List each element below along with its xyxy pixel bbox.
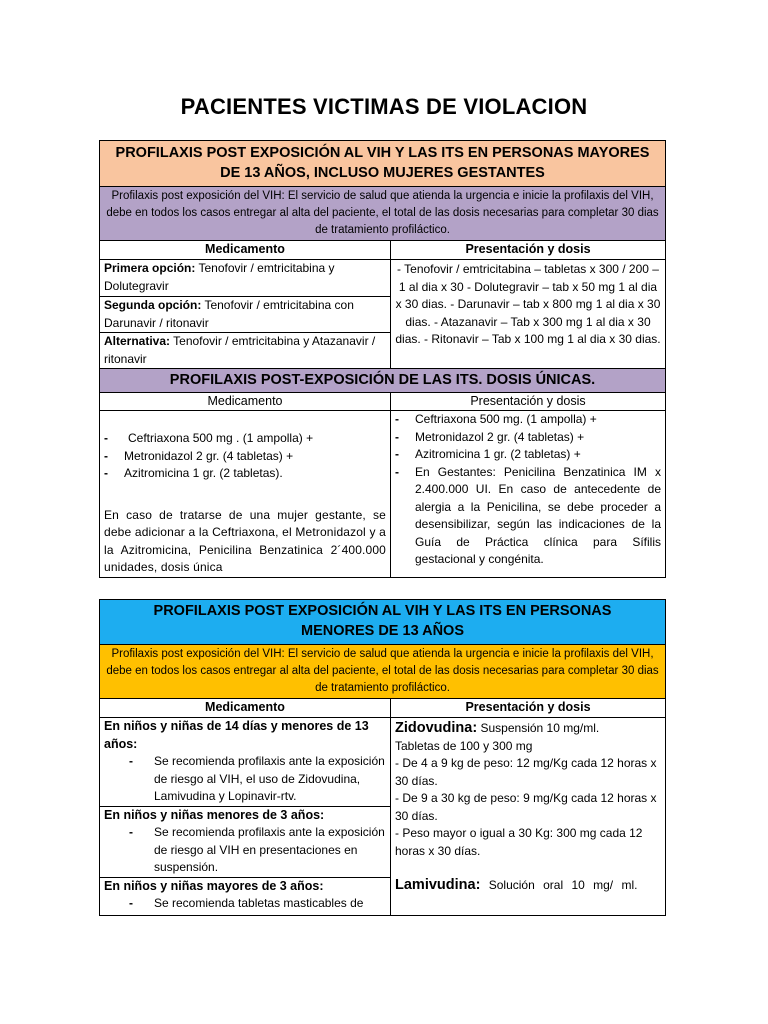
minors-dose-cell [391,718,666,916]
minors-prophylaxis-table [99,599,666,916]
option-row-2 [100,297,391,333]
list-item: - Metronidazol 2 gr. (4 tabletas) + [395,429,661,447]
zido-line: Tabletas de 100 y 300 mg [395,738,533,753]
its-col-medicamento: Medicamento [100,393,391,411]
zido-line: - De 9 a 30 kg de peso: 9 mg/Kg cada 12 horas x 30 días. [395,791,657,823]
list-item: - Ceftriaxona 500 mg. (1 ampolla) + [395,411,661,429]
bullet-mark: - [104,431,108,445]
option-label: Segunda opción: [104,298,202,312]
zido-line: - De 4 a 9 kg de peso: 12 mg/Kg cada 12 horas x 30 días. [395,756,657,788]
option-text: Tenofovir / emtricitabina y Dolutegravir [104,261,335,293]
adult-dose-cell: - Tenofovir / emtricitabina – tabletas x 300 / 200 – 1 al dia x 30 - Dolutegravir – tab x 50 mg 1 al dia x 30 dias. - Darunavir – tab x 800 mg 1 al dia x 30 dias. - Atazanavir – Tab x 300 mg 1 al dia x 30 dias. - Ritonavir – Tab x 100 mg 1 al dia x 30 dias. [391,260,666,369]
lamivudina-text: Solución oral 10 mg/ ml. [480,878,638,892]
bullet-mark: - [129,825,133,839]
zidovudina-text: Suspensión 10 mg/ml. [477,721,600,735]
group-title: En niños y niñas mayores de 3 años: [104,878,324,893]
zido-line: - Peso mayor o igual a 30 Kg: 300 mg cada 12 horas x 30 días. [395,826,643,858]
option-text: Tenofovir / emtricitabina y Atazanavir / ritonavir [104,334,376,366]
list-item: - Azitromicina 1 gr. (2 tabletas) + [395,446,661,464]
list-item: - Ceftriaxona 500 mg . (1 ampolla) + [104,430,386,448]
lamivudina-name: Lamivudina: [395,877,481,893]
adult-col-medicamento: Medicamento [100,241,391,260]
list-item: - Se recomienda profilaxis ante la exposición de riesgo al VIH, el uso de Zidovudina, Lamivudina y Lopinavir-rtv. [129,754,385,803]
minors-vih-note: Profilaxis post exposición del VIH: El servicio de salud que atienda la urgencia e inicie la profilaxis del VIH, debe en todos los casos entregar al alta del paciente, el total de las dosis necesarias para completar 30 dias de tratamiento profiláctico. [100,645,666,699]
bullet-mark: - [129,896,133,910]
adult-section-header: PROFILAXIS POST EXPOSICIÓN AL VIH Y LAS ITS EN PERSONAS MAYORES DE 13 AÑOS, INCLUSO MUJERES GESTANTES [100,141,666,187]
minors-col-medicamento: Medicamento [100,699,391,718]
minors-group-2 [100,806,391,877]
its-left-list [104,430,386,483]
minors-col-dosis: Presentación y dosis [391,699,666,718]
minors-group-1 [100,718,391,807]
group-title: En niños y niñas menores de 3 años: [104,807,325,822]
minors-group-3 [100,877,391,915]
list-item: - Se recomienda tabletas masticables de [129,895,386,913]
bullet-mark: - [395,447,399,461]
bullet-mark: - [395,464,399,479]
list-item: - Se recomienda profilaxis ante la exposición de riesgo al VIH en presentaciones en suspensión. [129,825,385,874]
bullet-mark: - [104,448,108,463]
option-label: Primera opción: [104,261,196,275]
adult-col-dosis: Presentación y dosis [391,241,666,260]
adult-prophylaxis-table [99,140,666,578]
list-item: - En Gestantes: Penicilina Benzatinica IM x 2.400.000 UI. En caso de antecedente de alergia a la Penicilina, se debe proceder a desensibilizar, según las indicaciones de la Guía de Práctica clínica para Sífilis gestacional y congénita. [395,464,661,566]
its-col-dosis: Presentación y dosis [391,393,666,411]
zidovudina-name: Zidovudina: [395,720,478,736]
group-title: En niños y niñas de 14 días y menores de 13 años: [104,719,369,751]
its-medicamento-cell [100,411,391,578]
page-title: PACIENTES VICTIMAS DE VIOLACION [180,94,588,119]
bullet-mark: - [395,412,399,426]
option-label: Alternativa: [104,334,171,348]
option-row-1 [100,260,391,297]
gestante-note: En caso de tratarse de una mujer gestante, se debe adicionar a la Ceftriaxona, el Metronidazol y a la Azitromicina, Penicilina Benzatinica 2´400.000 unidades, dosis única [104,507,386,574]
list-item: - Azitromicina 1 gr. (2 tabletas). [104,465,386,483]
minors-section-header: PROFILAXIS POST EXPOSICIÓN AL VIH Y LAS ITS EN PERSONAS MENORES DE 13 AÑOS [100,600,666,645]
its-section-header: PROFILAXIS POST-EXPOSICIÓN DE LAS ITS. DOSIS ÚNICAS. [100,369,666,393]
adult-vih-note: Profilaxis post exposición del VIH: El servicio de salud que atienda la urgencia e inicie la profilaxis del VIH, debe en todos los casos entregar al alta del paciente, el total de las dosis necesarias para completar 30 dias de tratamiento profiláctico. [100,187,666,241]
bullet-mark: - [395,429,399,444]
its-right-list [395,411,661,569]
its-dosis-cell [391,411,666,578]
option-row-3 [100,333,391,369]
bullet-mark: - [104,466,108,480]
list-item: - Metronidazol 2 gr. (4 tabletas) + [104,448,386,466]
option-text: Tenofovir / emtricitabina con Darunavir / ritonavir [104,298,354,330]
bullet-mark: - [129,754,133,768]
